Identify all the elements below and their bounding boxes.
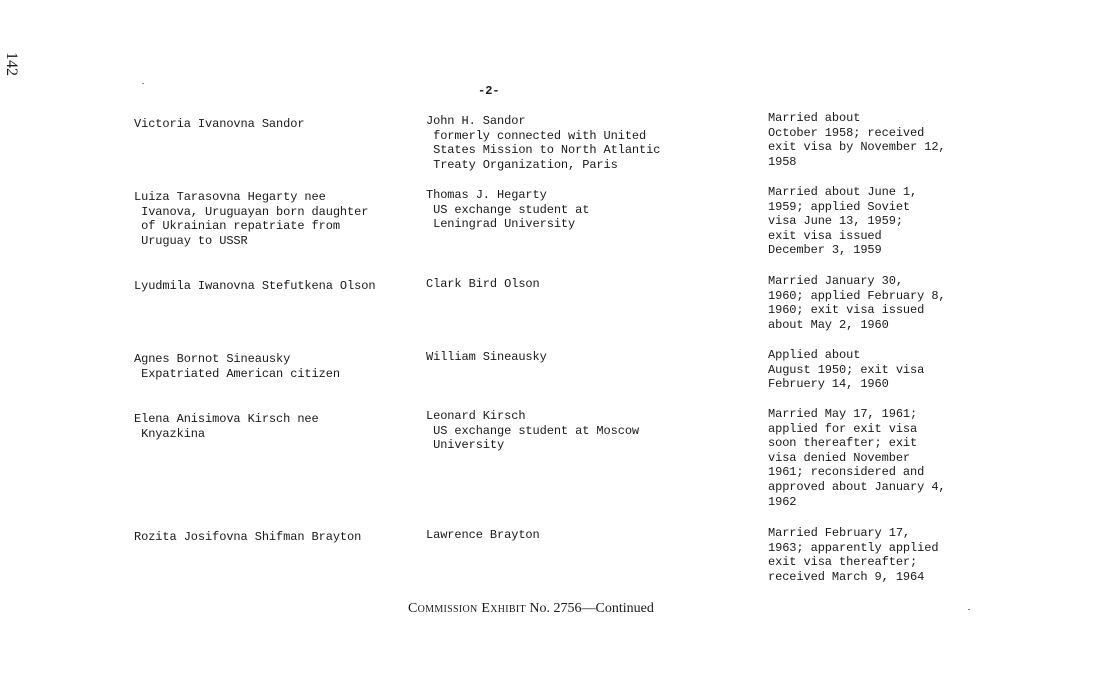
exhibit-caption-label: Commission Exhibit (408, 601, 526, 616)
row-4-wife: Agnes Bornot Sineausky Expatriated American citizen (134, 352, 340, 381)
row-4-husband: William Sineausky (426, 350, 547, 364)
row-1-wife: Victoria Ivanovna Sandor (134, 117, 305, 131)
row-6-wife: Rozita Josifovna Shifman Brayton (134, 530, 362, 544)
exhibit-caption-number: No. 2756—Continued (529, 601, 654, 616)
row-1-husband: John H. Sandor formerly connected with United States Mission to North Atlantic Treaty Organization, Paris (426, 114, 661, 172)
row-6-husband: Lawrence Brayton (426, 528, 540, 542)
exhibit-caption (408, 601, 654, 617)
row-5-husband: Leonard Kirsch US exchange student at Moscow University (426, 409, 640, 453)
page-number: 142 (3, 52, 20, 76)
row-3-husband: Clark Bird Olson (426, 277, 540, 291)
row-3-wife: Lyudmila Iwanovna Stefutkena Olson (134, 279, 376, 293)
sheet-number: -2- (478, 84, 500, 98)
row-3-details: Married January 30, 1960; applied February 8, 1960; exit visa issued about May 2, 1960 (768, 274, 946, 332)
scan-speck (142, 83, 144, 84)
row-2-husband: Thomas J. Hegarty US exchange student at Leningrad University (426, 188, 590, 232)
row-5-wife: Elena Anisimova Kirsch nee Knyazkina (134, 412, 319, 441)
row-1-details: Married about October 1958; received exit visa by November 12, 1958 (768, 111, 946, 169)
row-4-details: Applied about August 1950; exit visa Februery 14, 1960 (768, 348, 925, 392)
row-5-details: Married May 17, 1961; applied for exit visa soon thereafter; exit visa denied November 1961; reconsidered and approved about January 4, 1962 (768, 407, 946, 509)
row-2-wife: Luiza Tarasovna Hegarty nee Ivanova, Uruguayan born daughter of Ukrainian repatriate from Uruguay to USSR (134, 190, 369, 248)
scan-speck (968, 609, 970, 610)
row-6-details: Married February 17, 1963; apparently applied exit visa thereafter; received March 9, 1964 (768, 526, 939, 584)
row-2-details: Married about June 1, 1959; applied Soviet visa June 13, 1959; exit visa issued December 3, 1959 (768, 185, 918, 258)
